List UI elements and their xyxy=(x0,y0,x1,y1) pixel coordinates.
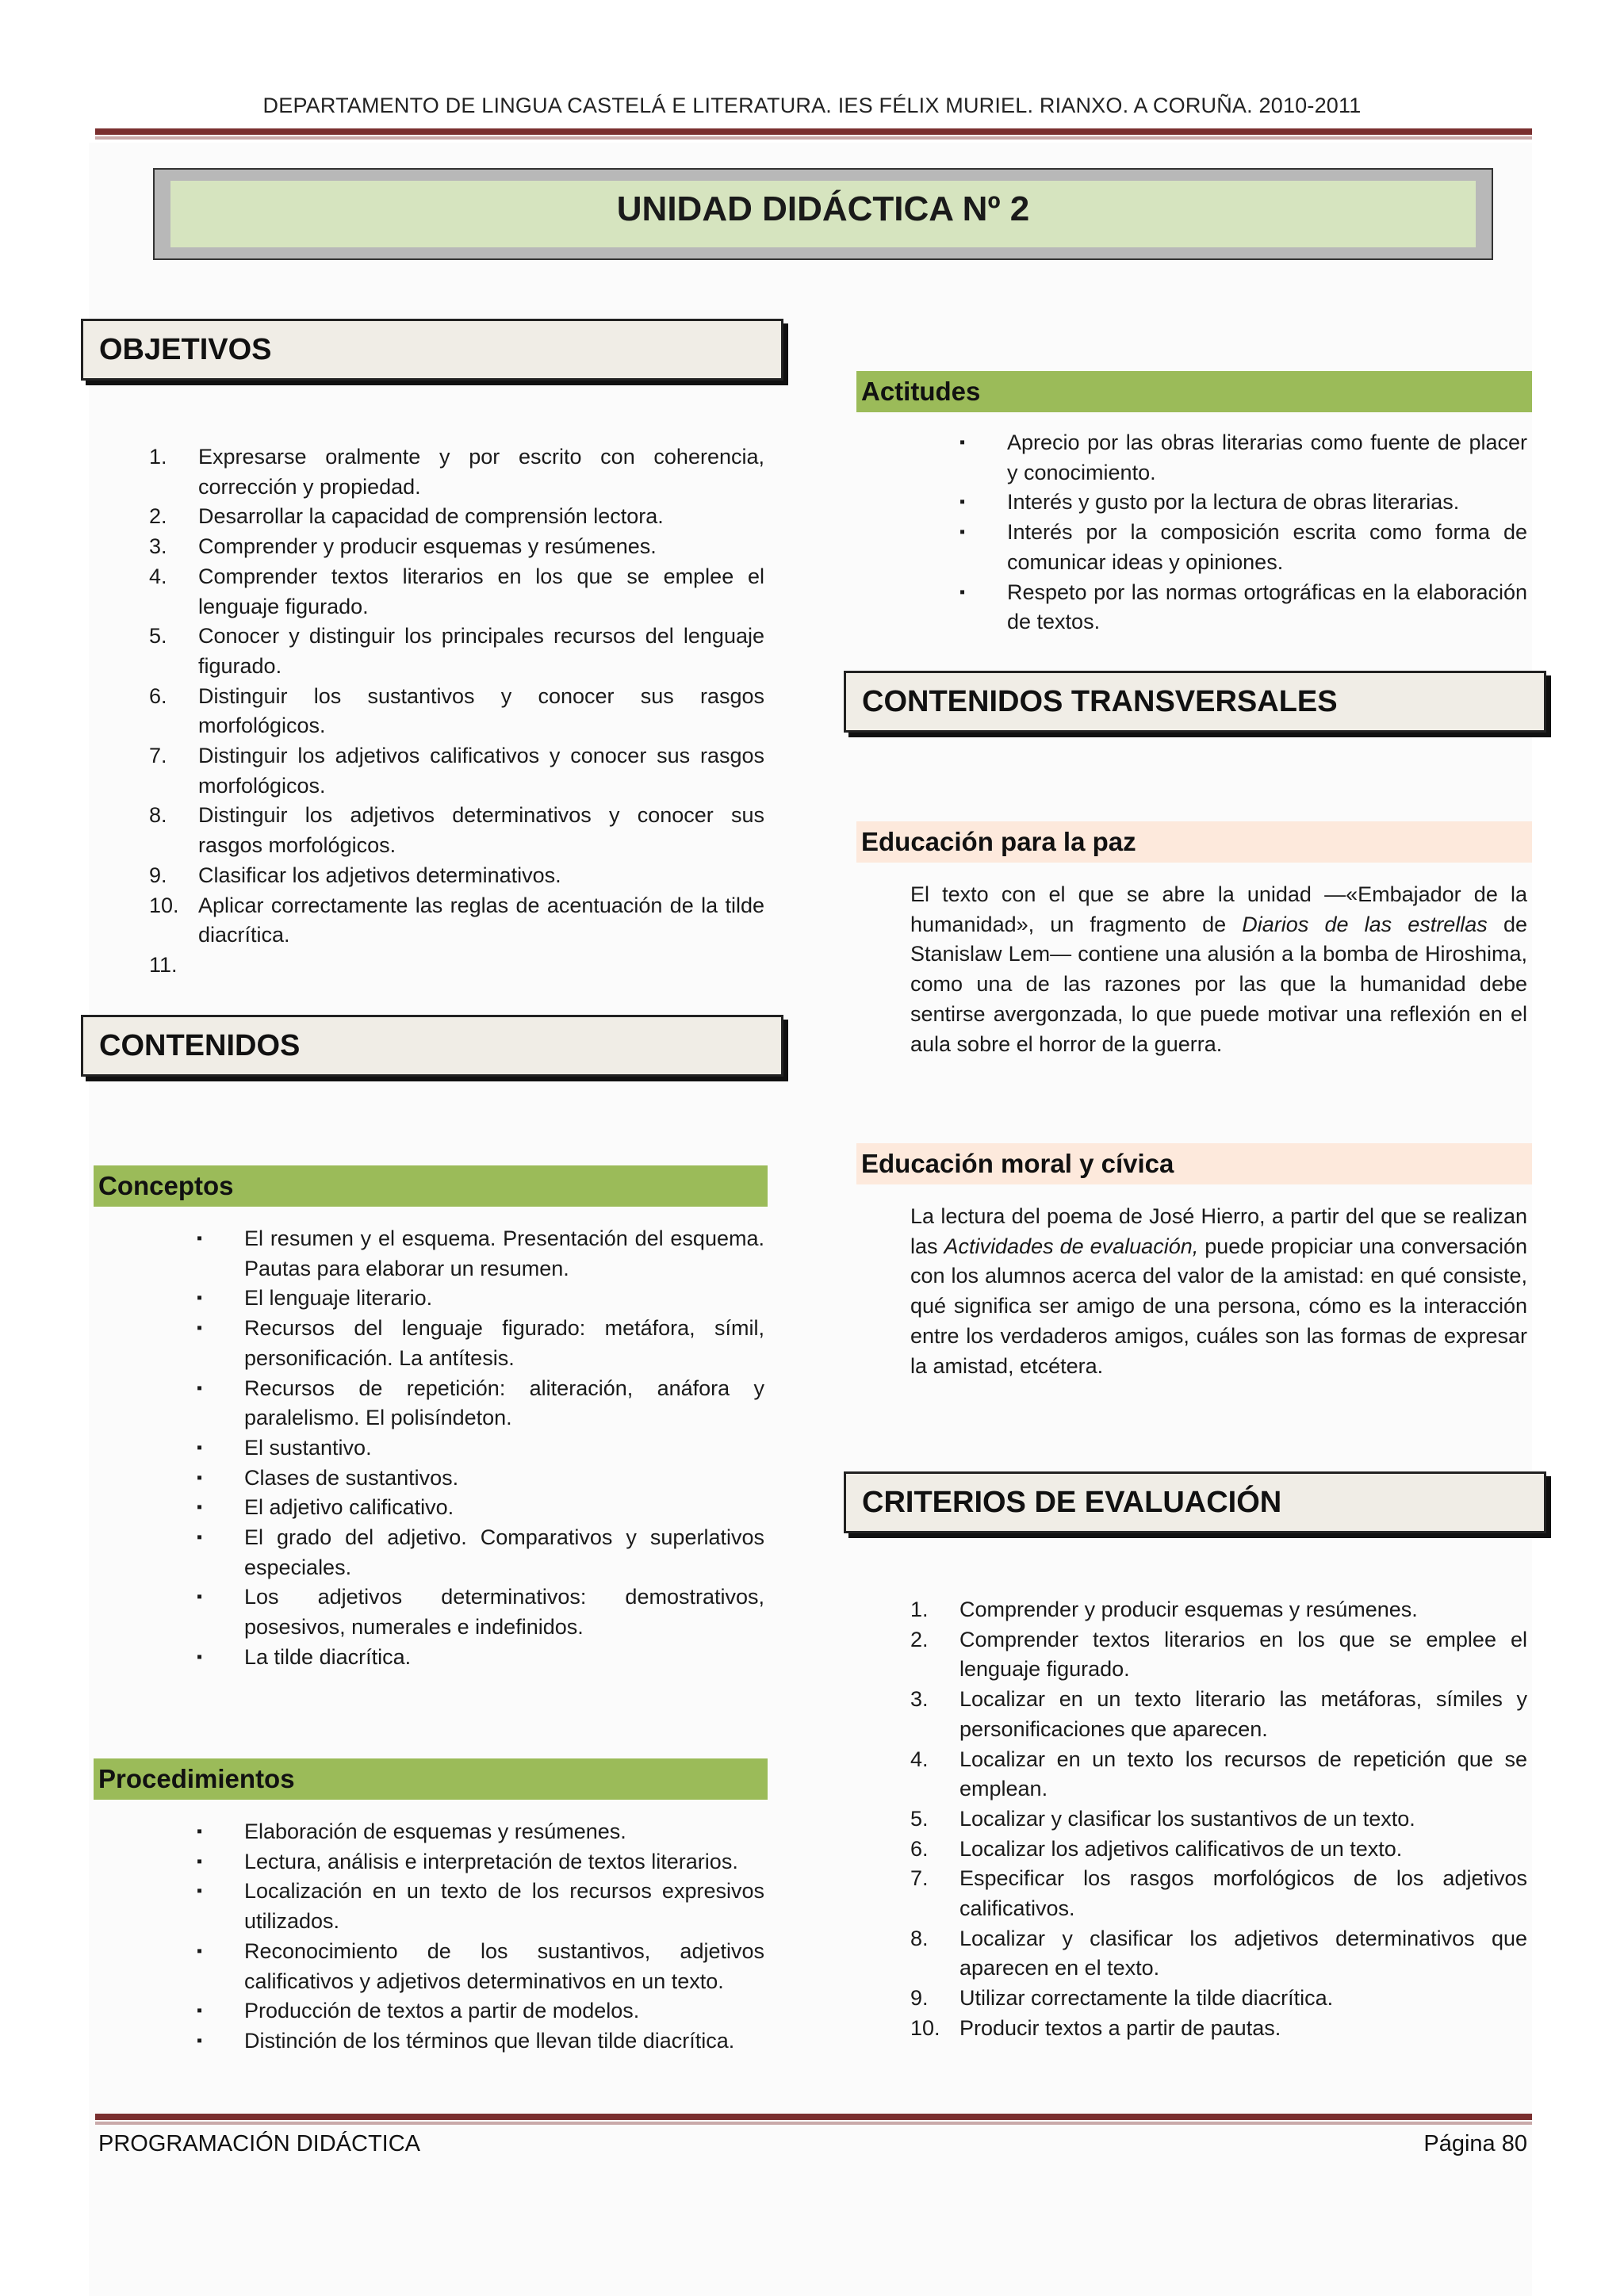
footer-rule xyxy=(95,2114,1532,2125)
list-item xyxy=(197,1582,764,1642)
item-number: 1. xyxy=(149,445,167,469)
list-item xyxy=(149,562,764,622)
item-text: Recursos del lenguaje figurado: metáfora, símil, personificación. La antítesis. xyxy=(244,1316,764,1370)
moral-text: La lectura del poema de José Hierro, a partir del que se realizan las xyxy=(910,1204,1527,1258)
item-text: El adjetivo calificativo. xyxy=(244,1495,454,1520)
paz-heading: Educación para la paz xyxy=(856,821,1532,863)
item-text: Comprender y producir esquemas y resúmenes. xyxy=(959,1598,1418,1621)
list-item xyxy=(197,2026,764,2057)
list-item xyxy=(197,1493,764,1523)
list-item xyxy=(149,891,764,951)
unit-title: UNIDAD DIDÁCTICA Nº 2 xyxy=(170,181,1476,247)
square-bullet-icon: ▪ xyxy=(197,2002,203,2020)
item-text: El resumen y el esquema. Presentación del esquema. Pautas para elaborar un resumen. xyxy=(244,1226,764,1280)
list-item xyxy=(959,578,1527,637)
list-item xyxy=(197,1817,764,1847)
item-text: Clasificar los adjetivos determinativos. xyxy=(198,863,561,887)
list-item xyxy=(149,861,764,891)
item-number: 3. xyxy=(910,1687,929,1712)
item-text: Aplicar correctamente las reglas de acentuación de la tilde diacrítica. xyxy=(198,893,764,947)
item-text: Reconocimiento de los sustantivos, adjetivos calificativos y adjetivos determinativos en un texto. xyxy=(244,1938,764,1993)
item-text: Distinguir los adjetivos calificativos y conocer sus rasgos morfológicos. xyxy=(198,744,764,798)
document-header: DEPARTAMENTO DE LINGUA CASTELÁ E LITERATURA. IES FÉLIX MURIEL. RIANXO. A CORUÑA. 2010-2011 xyxy=(262,94,1362,117)
item-text: Producción de textos a partir de modelos. xyxy=(244,1999,640,2023)
list-item xyxy=(149,951,764,981)
item-text: Conocer y distinguir los principales recursos del lenguaje figurado. xyxy=(198,624,764,678)
list-item xyxy=(149,532,764,562)
list-item xyxy=(910,1625,1527,1685)
list-item xyxy=(959,488,1527,518)
square-bullet-icon: ▪ xyxy=(197,1852,203,1870)
item-text: Desarrollar la capacidad de comprensión lectora. xyxy=(198,504,664,529)
square-bullet-icon: ▪ xyxy=(197,1647,203,1666)
item-text: Localizar y clasificar los adjetivos determinativos que aparecen en el texto. xyxy=(959,1926,1527,1980)
item-text: Localizar los adjetivos calificativos de un texto. xyxy=(959,1836,1403,1861)
square-bullet-icon: ▪ xyxy=(197,1289,203,1307)
item-number: 8. xyxy=(910,1926,929,1950)
square-bullet-icon: ▪ xyxy=(197,1882,203,1900)
item-text: Distinguir los adjetivos determinativos y conocer sus rasgos morfológicos. xyxy=(198,803,764,858)
list-item xyxy=(197,1847,764,1877)
transversales-heading: CONTENIDOS TRANSVERSALES xyxy=(844,671,1546,733)
item-text: Los adjetivos determinativos: demostrativos, posesivos, numerales e indefinidos. xyxy=(244,1585,764,1640)
list-item xyxy=(910,1685,1527,1744)
list-item xyxy=(910,2014,1527,2044)
list-item xyxy=(959,518,1527,577)
moral-paragraph xyxy=(910,1202,1527,1381)
paz-paragraph xyxy=(910,880,1527,1059)
item-number: 5. xyxy=(149,624,167,649)
item-text: La tilde diacrítica. xyxy=(244,1644,412,1669)
list-item xyxy=(149,442,764,502)
paz-text-italic: Diarios de las estrellas xyxy=(1242,912,1488,936)
item-text: Elaboración de esquemas y resúmenes. xyxy=(244,1820,626,1843)
item-number: 5. xyxy=(910,1806,929,1831)
item-number: 6. xyxy=(910,1836,929,1861)
item-text: Comprender y producir esquemas y resúmenes. xyxy=(198,534,657,559)
item-text: Localizar y clasificar los sustantivos de un texto. xyxy=(959,1806,1415,1831)
item-text: Interés y gusto por la lectura de obras literarias. xyxy=(1007,490,1460,515)
item-number: 9. xyxy=(149,863,167,887)
item-text: Lectura, análisis e interpretación de textos literarios. xyxy=(244,1849,738,1873)
moral-text-italic: Actividades de evaluación, xyxy=(944,1234,1199,1258)
list-item xyxy=(197,1314,764,1373)
item-text xyxy=(198,953,205,977)
moral-heading: Educación moral y cívica xyxy=(856,1143,1532,1184)
square-bullet-icon: ▪ xyxy=(197,1823,203,1840)
item-text: Producir textos a partir de pautas. xyxy=(959,2015,1281,2040)
footer-title: PROGRAMACIÓN DIDÁCTICA xyxy=(98,2131,421,2156)
list-item xyxy=(197,1643,764,1673)
item-number: 4. xyxy=(910,1747,929,1771)
item-text: Distinción de los términos que llevan tilde diacrítica. xyxy=(244,2028,735,2053)
item-number: 7. xyxy=(149,744,167,768)
square-bullet-icon: ▪ xyxy=(959,583,966,601)
list-item xyxy=(197,1433,764,1464)
moral-text-end: puede propiciar una conversación con los alumnos acerca del valor de la amistad: en qué consiste, qué significa ser amigo de una persona, cómo es la interacción entre los verdaderos amigos, cuáles son las formas de expresar la amistad, etcétera. xyxy=(910,1234,1527,1378)
item-number: 6. xyxy=(149,683,167,708)
square-bullet-icon: ▪ xyxy=(197,1230,203,1247)
square-bullet-icon: ▪ xyxy=(197,1438,203,1456)
criterios-list xyxy=(910,1595,1527,2044)
list-item xyxy=(910,1984,1527,2014)
item-text: Comprender textos literarios en los que se emplee el lenguaje figurado. xyxy=(198,564,764,618)
list-item xyxy=(197,1877,764,1936)
procedimientos-heading: Procedimientos xyxy=(94,1758,768,1800)
square-bullet-icon: ▪ xyxy=(197,1942,203,1960)
list-item xyxy=(910,1924,1527,1984)
item-text: El lenguaje literario. xyxy=(244,1286,433,1311)
list-item xyxy=(197,1224,764,1284)
item-number: 10. xyxy=(910,2015,940,2040)
list-item xyxy=(149,741,764,801)
square-bullet-icon: ▪ xyxy=(197,1379,203,1397)
item-number: 1. xyxy=(910,1598,929,1621)
item-number: 4. xyxy=(149,564,167,588)
square-bullet-icon: ▪ xyxy=(197,1319,203,1337)
list-item xyxy=(910,1804,1527,1835)
list-item xyxy=(197,1996,764,2026)
paz-text: El texto con el que se abre la unidad —«Embajador de la humanidad», un fragmento de xyxy=(910,882,1527,936)
list-item xyxy=(197,1937,764,1996)
list-item xyxy=(910,1595,1527,1625)
list-item xyxy=(910,1835,1527,1865)
square-bullet-icon: ▪ xyxy=(197,1498,203,1517)
item-text: Utilizar correctamente la tilde diacrítica. xyxy=(959,1986,1334,2011)
square-bullet-icon: ▪ xyxy=(197,2031,203,2049)
square-bullet-icon: ▪ xyxy=(959,434,966,451)
conceptos-heading: Conceptos xyxy=(94,1165,768,1207)
item-text: El sustantivo. xyxy=(244,1435,372,1460)
list-item xyxy=(197,1523,764,1582)
item-text: Expresarse oralmente y por escrito con coherencia, corrección y propiedad. xyxy=(198,445,764,499)
square-bullet-icon: ▪ xyxy=(959,493,966,511)
objetivos-heading: OBJETIVOS xyxy=(81,319,783,381)
list-item xyxy=(149,622,764,681)
actitudes-list xyxy=(959,428,1527,637)
item-number: 2. xyxy=(910,1627,929,1651)
item-text: Respeto por las normas ortográficas en la elaboración de textos. xyxy=(1007,580,1527,634)
conceptos-list xyxy=(197,1224,764,1673)
unit-title-box xyxy=(153,168,1493,260)
item-number: 9. xyxy=(910,1986,929,2011)
square-bullet-icon: ▪ xyxy=(959,523,966,541)
criterios-heading: CRITERIOS DE EVALUACIÓN xyxy=(844,1471,1546,1533)
list-item xyxy=(910,1745,1527,1804)
item-text: Localización en un texto de los recursos expresivos utilizados. xyxy=(244,1879,764,1934)
page-number: Página 80 xyxy=(1423,2131,1527,2156)
item-number: 7. xyxy=(910,1866,929,1891)
item-number: 3. xyxy=(149,534,167,559)
item-text: Localizar en un texto literario las metáforas, símiles y personificaciones que aparecen. xyxy=(959,1687,1527,1741)
item-text: Especificar los rasgos morfológicos de los adjetivos calificativos. xyxy=(959,1866,1527,1921)
actitudes-heading: Actitudes xyxy=(856,371,1532,412)
square-bullet-icon: ▪ xyxy=(197,1529,203,1547)
item-number: 11. xyxy=(149,952,178,977)
header-rule xyxy=(95,128,1532,140)
item-number: 8. xyxy=(149,803,167,828)
list-item xyxy=(197,1374,764,1433)
objetivos-list xyxy=(149,442,764,981)
procedimientos-list xyxy=(197,1817,764,2057)
item-number: 10. xyxy=(149,893,179,917)
item-text: Aprecio por las obras literarias como fuente de placer y conocimiento. xyxy=(1007,430,1527,484)
list-item xyxy=(149,801,764,860)
item-number: 2. xyxy=(149,504,167,529)
list-item xyxy=(959,428,1527,488)
paz-text-end: de Stanislaw Lem— contiene una alusión a la bomba de Hiroshima, como una de las razones por las que la humanidad debe sentirse avergonzada, lo que puede motivar una reflexión en el aula sobre el horror de la guerra. xyxy=(910,912,1527,1056)
square-bullet-icon: ▪ xyxy=(197,1588,203,1606)
item-text: Interés por la composición escrita como forma de comunicar ideas y opiniones. xyxy=(1007,520,1527,574)
item-text: Clases de sustantivos. xyxy=(244,1465,459,1490)
list-item xyxy=(197,1284,764,1314)
square-bullet-icon: ▪ xyxy=(197,1468,203,1487)
item-text: Comprender textos literarios en los que se emplee el lenguaje figurado. xyxy=(959,1627,1527,1682)
list-item xyxy=(910,1864,1527,1923)
contenidos-heading: CONTENIDOS xyxy=(81,1015,783,1077)
list-item xyxy=(197,1464,764,1494)
list-item xyxy=(149,502,764,532)
list-item xyxy=(149,682,764,741)
item-text: Localizar en un texto los recursos de repetición que se emplean. xyxy=(959,1747,1527,1801)
item-text: Distinguir los sustantivos y conocer sus rasgos morfológicos. xyxy=(198,683,764,738)
item-text: El grado del adjetivo. Comparativos y superlativos especiales. xyxy=(244,1525,764,1579)
item-text: Recursos de repetición: aliteración, anáfora y paralelismo. El polisíndeton. xyxy=(244,1376,764,1430)
